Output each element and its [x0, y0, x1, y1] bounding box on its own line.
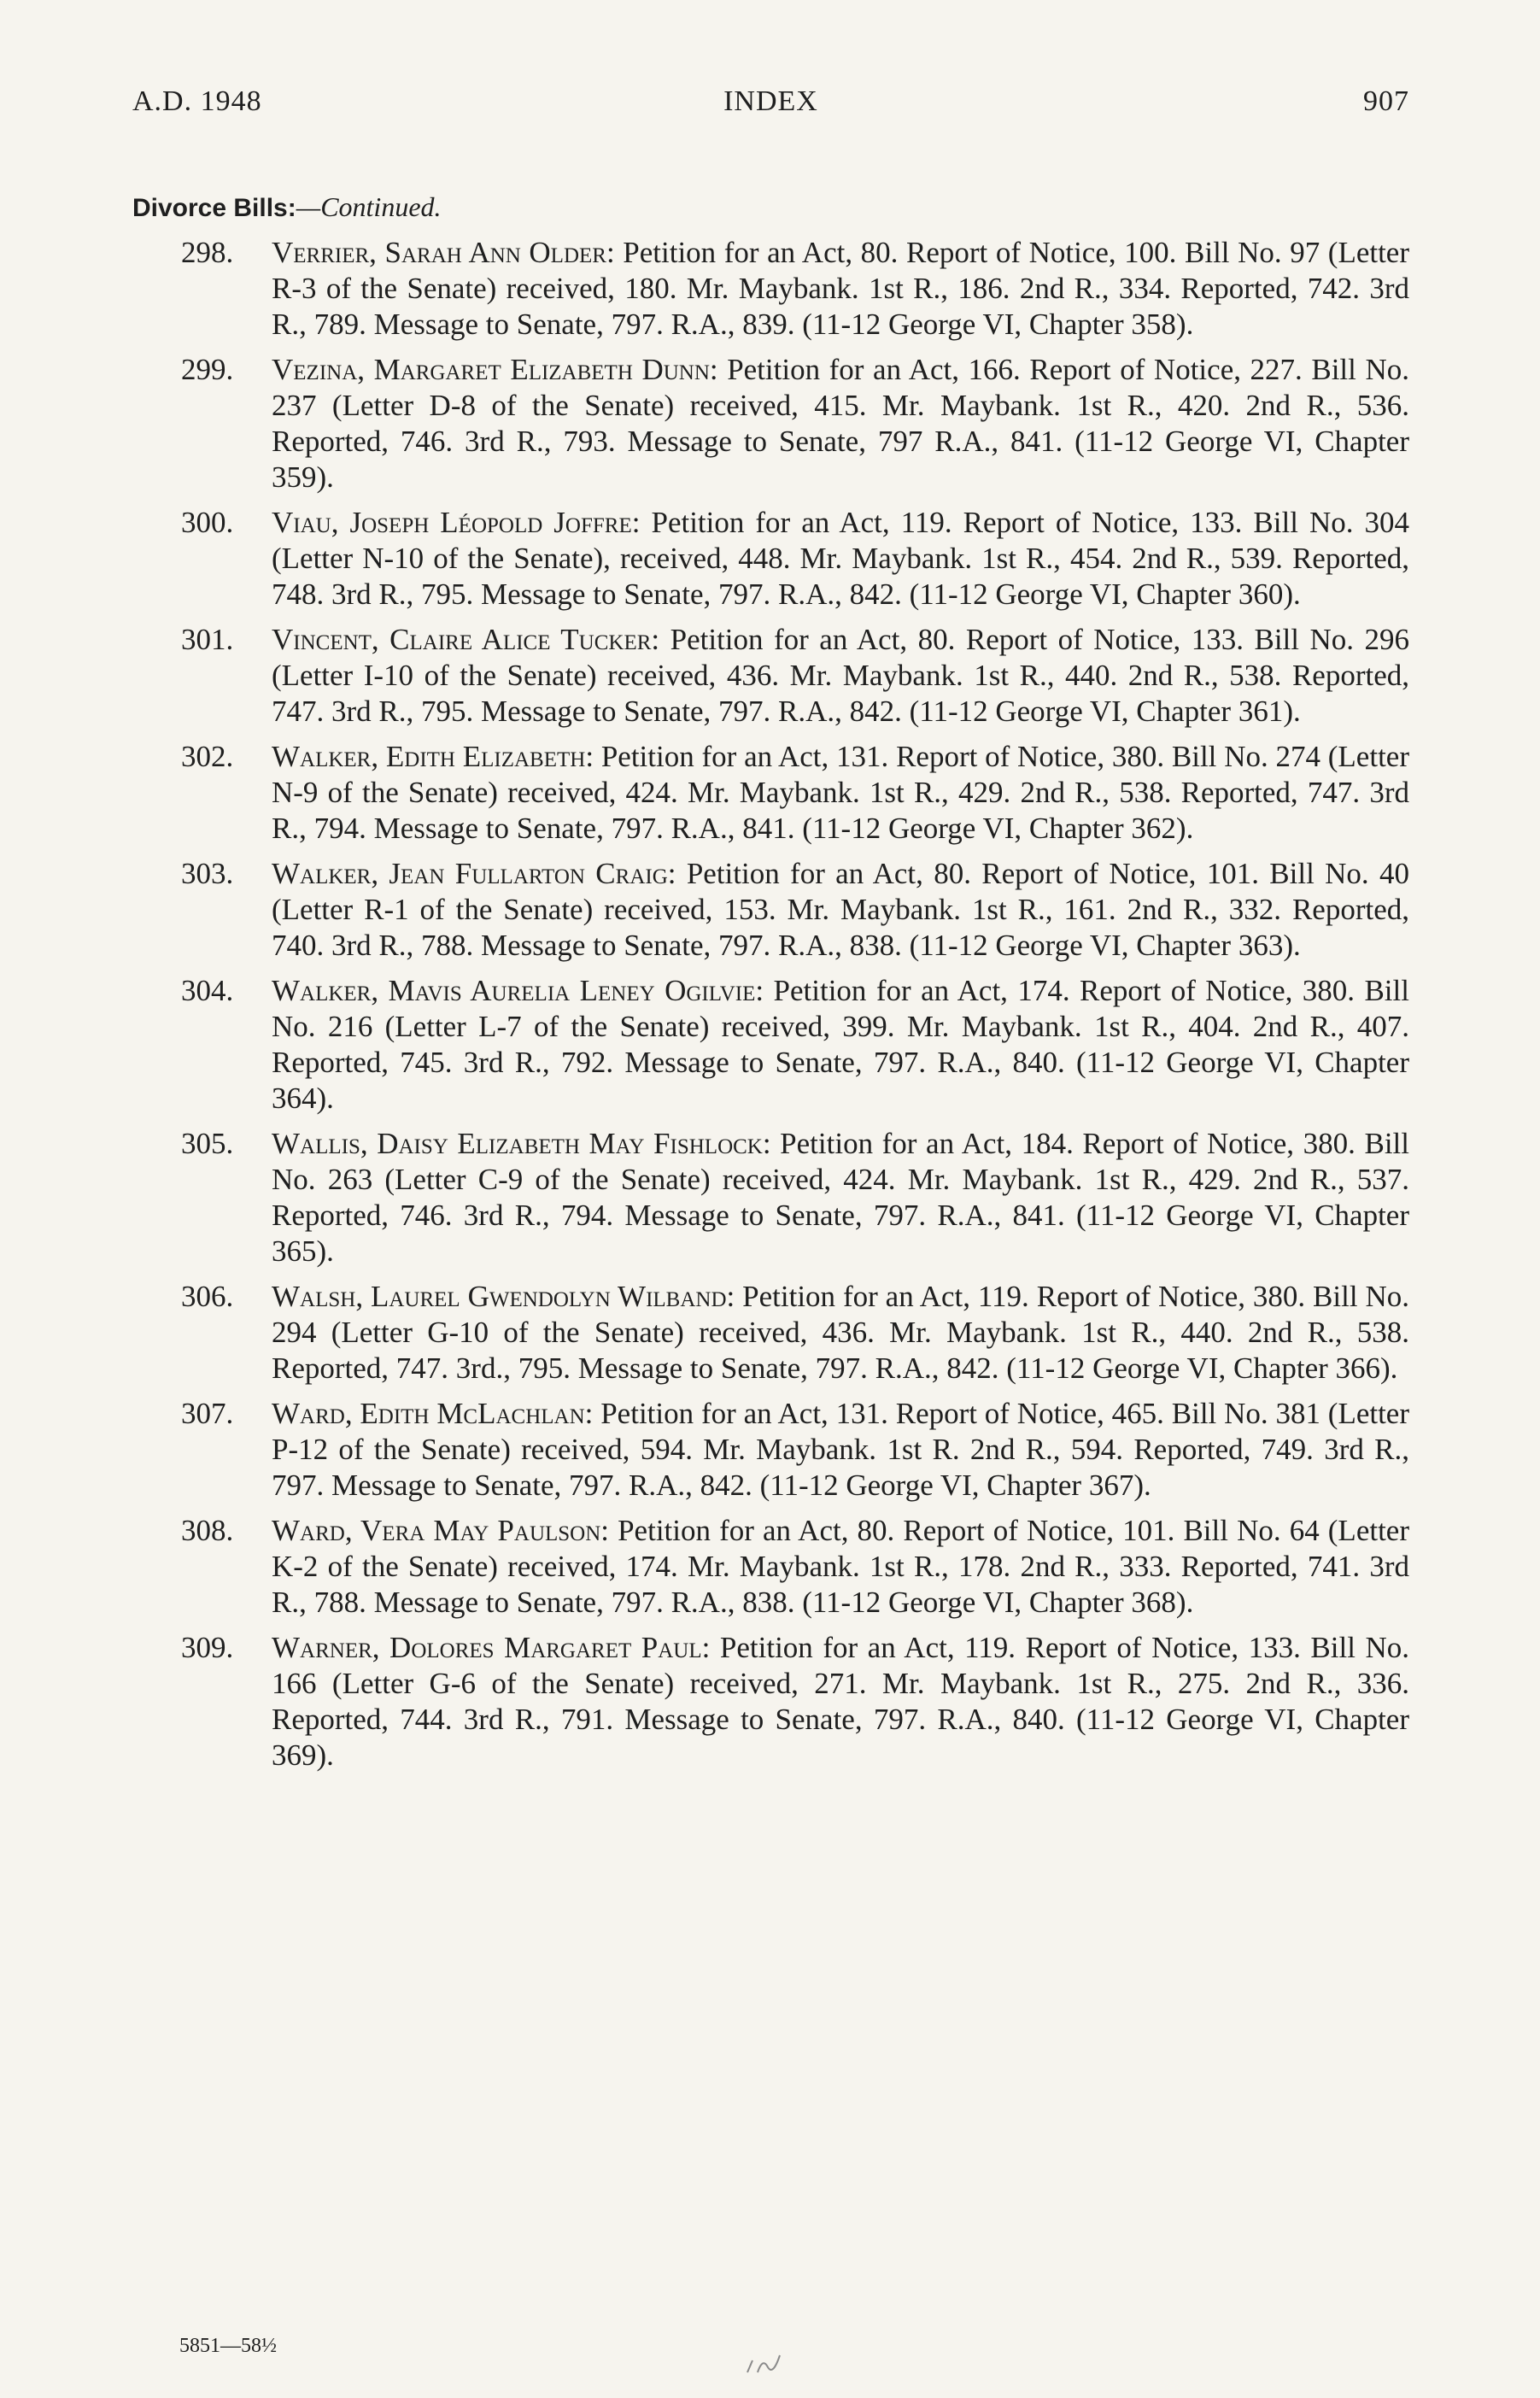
section-subtitle: —Continued.	[296, 191, 442, 222]
list-item	[132, 1126, 1409, 1269]
entry-number: 304.	[181, 974, 234, 1007]
page-header	[132, 85, 1409, 128]
list-item	[132, 622, 1409, 730]
page-number: 907	[1363, 85, 1409, 117]
entry-number: 306.	[181, 1280, 234, 1313]
header-title: INDEX	[723, 85, 818, 117]
entry-text: Petition for an Act, 184. Report of Notice, 380. Bill No. 263 (Letter C-9 of the Senate) received, 424. Mr. Maybank. 1st R., 429. 2nd R., 537. Reported, 746. 3rd R., 794. Message to Senate, 797. R.A., 841. (11-12 George VI, Chapter 365).	[272, 1127, 1409, 1268]
entry-name: Vezina, Margaret Elizabeth Dunn:	[272, 353, 728, 386]
entry-name: Viau, Joseph Léopold Joffre:	[272, 506, 652, 539]
list-item	[132, 973, 1409, 1117]
entry-text: Petition for an Act, 119. Report of Notice, 133. Bill No. 304 (Letter N-10 of the Senate), received, 448. Mr. Maybank. 1st R., 454. 2nd R., 539. Reported, 748. 3rd R., 795. Message to Senate, 797. R.A., 842. (11-12 George VI, Chapter 360).	[272, 506, 1409, 611]
section-title: Divorce Bills:	[132, 194, 296, 222]
entry-number: 300.	[181, 506, 234, 539]
entry-name: Walker, Mavis Aurelia Leney Ogilvie:	[272, 974, 774, 1007]
entry-number: 309.	[181, 1631, 234, 1664]
entry-text: Petition for an Act, 119. Report of Notice, 380. Bill No. 294 (Letter G-10 of the Senate) received, 436. Mr. Maybank. 1st R., 440. 2nd R., 538. Reported, 747. 3rd., 795. Message to Senate, 797. R.A., 842. (11-12 George VI, Chapter 366).	[272, 1280, 1409, 1385]
entry-name: Ward, Vera May Paulson:	[272, 1514, 618, 1547]
entry-text: Petition for an Act, 80. Report of Notice, 100. Bill No. 97 (Letter R-3 of the Senate) received, 180. Mr. Maybank. 1st R., 186. 2nd R., 334. Reported, 742. 3rd R., 789. Message to Senate, 797. R.A., 839. (11-12 George VI, Chapter 358).	[272, 236, 1409, 341]
entry-number: 305.	[181, 1127, 234, 1160]
entry-name: Walker, Jean Fullarton Craig:	[272, 857, 687, 890]
entry-number: 303.	[181, 857, 234, 890]
list-item	[132, 505, 1409, 613]
entry-name: Ward, Edith McLachlan:	[272, 1397, 601, 1430]
list-item	[132, 739, 1409, 847]
entry-text: Petition for an Act, 166. Report of Notice, 227. Bill No. 237 (Letter D-8 of the Senate) received, 415. Mr. Maybank. 1st R., 420. 2nd R., 536. Reported, 746. 3rd R., 793. Message to Senate, 797 R.A., 841. (11-12 George VI, Chapter 359).	[272, 353, 1409, 494]
entry-name: Verrier, Sarah Ann Older:	[272, 236, 624, 269]
header-year: A.D. 1948	[132, 85, 262, 117]
entry-number: 299.	[181, 353, 234, 386]
pencil-mark-icon	[742, 2347, 802, 2381]
list-item	[132, 856, 1409, 964]
entry-list	[132, 235, 1409, 1783]
entry-text: Petition for an Act, 119. Report of Notice, 133. Bill No. 166 (Letter G-6 of the Senate) received, 271. Mr. Maybank. 1st R., 275. 2nd R., 336. Reported, 744. 3rd R., 791. Message to Senate, 797. R.A., 840. (11-12 George VI, Chapter 369).	[272, 1631, 1409, 1772]
entry-number: 307.	[181, 1397, 234, 1430]
entry-text: Petition for an Act, 174. Report of Notice, 380. Bill No. 216 (Letter L-7 of the Senate) received, 399. Mr. Maybank. 1st R., 404. 2nd R., 407. Reported, 745. 3rd R., 792. Message to Senate, 797. R.A., 840. (11-12 George VI, Chapter 364).	[272, 974, 1409, 1115]
entry-text: Petition for an Act, 131. Report of Notice, 465. Bill No. 381 (Letter P-12 of the Senate) received, 594. Mr. Maybank. 1st R. 2nd R., 594. Reported, 749. 3rd R., 797. Message to Senate, 797. R.A., 842. (11-12 George VI, Chapter 367).	[272, 1397, 1409, 1502]
list-item	[132, 235, 1409, 343]
list-item	[132, 1279, 1409, 1387]
list-item	[132, 1630, 1409, 1774]
list-item	[132, 1513, 1409, 1621]
entry-text: Petition for an Act, 80. Report of Notice, 101. Bill No. 64 (Letter K-2 of the Senate) received, 174. Mr. Maybank. 1st R., 178. 2nd R., 333. Reported, 741. 3rd R., 788. Message to Senate, 797. R.A., 838. (11-12 George VI, Chapter 368).	[272, 1514, 1409, 1619]
entry-number: 302.	[181, 740, 234, 773]
entry-text: Petition for an Act, 80. Report of Notice, 133. Bill No. 296 (Letter I-10 of the Senate) received, 436. Mr. Maybank. 1st R., 440. 2nd R., 538. Reported, 747. 3rd R., 795. Message to Senate, 797. R.A., 842. (11-12 George VI, Chapter 361).	[272, 623, 1409, 728]
entry-name: Vincent, Claire Alice Tucker:	[272, 623, 670, 656]
list-item	[132, 352, 1409, 495]
entry-number: 298.	[181, 236, 234, 269]
entry-name: Wallis, Daisy Elizabeth May Fishlock:	[272, 1127, 781, 1160]
entry-text: Petition for an Act, 80. Report of Notice, 101. Bill No. 40 (Letter R-1 of the Senate) received, 153. Mr. Maybank. 1st R., 161. 2nd R., 332. Reported, 740. 3rd R., 788. Message to Senate, 797. R.A., 838. (11-12 George VI, Chapter 363).	[272, 857, 1409, 962]
list-item	[132, 1396, 1409, 1504]
entry-number: 301.	[181, 623, 234, 656]
entry-name: Walsh, Laurel Gwendolyn Wilband:	[272, 1280, 743, 1313]
entry-name: Warner, Dolores Margaret Paul:	[272, 1631, 720, 1664]
entry-text: Petition for an Act, 131. Report of Notice, 380. Bill No. 274 (Letter N-9 of the Senate) received, 424. Mr. Maybank. 1st R., 429. 2nd R., 538. Reported, 747. 3rd R., 794. Message to Senate, 797. R.A., 841. (11-12 George VI, Chapter 362).	[272, 740, 1409, 845]
entry-number: 308.	[181, 1514, 234, 1547]
section-heading	[132, 191, 442, 223]
entry-name: Walker, Edith Elizabeth:	[272, 740, 601, 773]
printer-code: 5851—58½	[179, 2335, 277, 2357]
